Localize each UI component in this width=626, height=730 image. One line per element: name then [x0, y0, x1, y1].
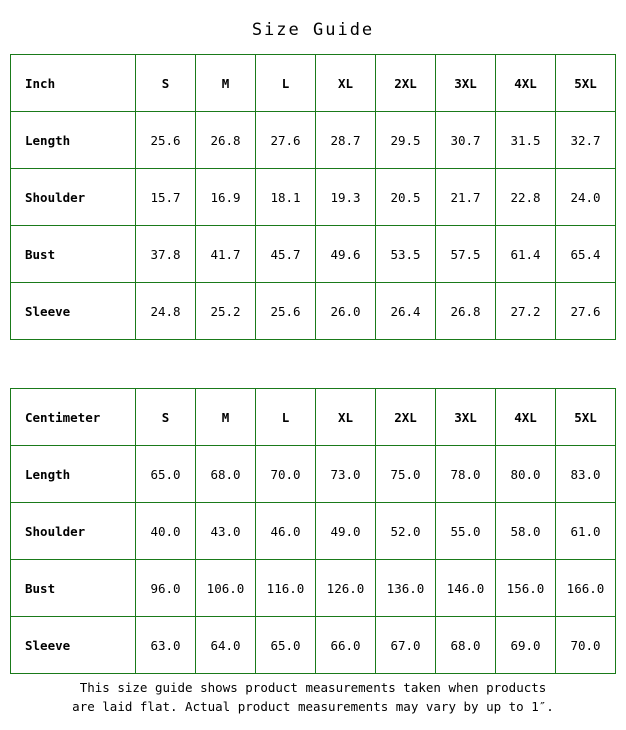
cell: 166.0 — [556, 560, 616, 617]
page-title: Size Guide — [251, 20, 375, 40]
cell: 67.0 — [376, 617, 436, 674]
table-spacer — [0, 340, 626, 388]
cell: 18.1 — [256, 169, 316, 226]
row-label-shoulder: Shoulder — [11, 169, 136, 226]
cell: 45.7 — [256, 226, 316, 283]
cell: 70.0 — [256, 446, 316, 503]
table-row — [11, 283, 616, 340]
cell: 25.2 — [196, 283, 256, 340]
table-row — [11, 169, 616, 226]
cell: 28.7 — [316, 112, 376, 169]
cell: 80.0 — [496, 446, 556, 503]
cell: 52.0 — [376, 503, 436, 560]
cell: 61.4 — [496, 226, 556, 283]
cell: 46.0 — [256, 503, 316, 560]
cell: 20.5 — [376, 169, 436, 226]
cell: 136.0 — [376, 560, 436, 617]
cell: 26.4 — [376, 283, 436, 340]
cell: 75.0 — [376, 446, 436, 503]
cell: 126.0 — [316, 560, 376, 617]
cell: 22.8 — [496, 169, 556, 226]
column-header-3xl: 3XL — [436, 55, 496, 112]
table-row — [11, 560, 616, 617]
cell: 70.0 — [556, 617, 616, 674]
table-row — [11, 617, 616, 674]
cell: 25.6 — [256, 283, 316, 340]
column-header-2xl: 2XL — [376, 55, 436, 112]
footnote-line-1: This size guide shows product measurements taken when products — [79, 680, 547, 695]
cell: 41.7 — [196, 226, 256, 283]
cell: 146.0 — [436, 560, 496, 617]
cell: 26.8 — [436, 283, 496, 340]
cell: 24.0 — [556, 169, 616, 226]
cell: 26.8 — [196, 112, 256, 169]
cell: 57.5 — [436, 226, 496, 283]
cell: 29.5 — [376, 112, 436, 169]
cell: 65.0 — [256, 617, 316, 674]
cell: 26.0 — [316, 283, 376, 340]
cell: 55.0 — [436, 503, 496, 560]
cell: 43.0 — [196, 503, 256, 560]
table-row — [11, 503, 616, 560]
row-label-bust: Bust — [11, 226, 136, 283]
column-header-4xl: 4XL — [496, 389, 556, 446]
column-header-3xl: 3XL — [436, 389, 496, 446]
cell: 15.7 — [136, 169, 196, 226]
cell: 83.0 — [556, 446, 616, 503]
cell: 24.8 — [136, 283, 196, 340]
row-label-bust: Bust — [11, 560, 136, 617]
cell: 49.6 — [316, 226, 376, 283]
cell: 63.0 — [136, 617, 196, 674]
cell: 65.4 — [556, 226, 616, 283]
cell: 21.7 — [436, 169, 496, 226]
unit-label-centimeter: Centimeter — [11, 389, 136, 446]
table-header-row — [11, 389, 616, 446]
column-header-l: L — [256, 55, 316, 112]
column-header-5xl: 5XL — [556, 389, 616, 446]
column-header-2xl: 2XL — [376, 389, 436, 446]
inch-size-table — [10, 54, 616, 340]
column-header-5xl: 5XL — [556, 55, 616, 112]
cell: 96.0 — [136, 560, 196, 617]
cell: 27.6 — [256, 112, 316, 169]
column-header-xl: XL — [316, 55, 376, 112]
column-header-m: M — [196, 55, 256, 112]
cell: 30.7 — [436, 112, 496, 169]
unit-label-inch: Inch — [11, 55, 136, 112]
table-row — [11, 446, 616, 503]
cell: 27.6 — [556, 283, 616, 340]
cell: 65.0 — [136, 446, 196, 503]
row-label-length: Length — [11, 446, 136, 503]
cell: 68.0 — [196, 446, 256, 503]
cell: 27.2 — [496, 283, 556, 340]
cell: 32.7 — [556, 112, 616, 169]
inch-table-container — [0, 54, 626, 340]
table-row — [11, 112, 616, 169]
cell: 25.6 — [136, 112, 196, 169]
cell: 78.0 — [436, 446, 496, 503]
column-header-4xl: 4XL — [496, 55, 556, 112]
table-header-row — [11, 55, 616, 112]
column-header-xl: XL — [316, 389, 376, 446]
cell: 156.0 — [496, 560, 556, 617]
cell: 66.0 — [316, 617, 376, 674]
cell: 53.5 — [376, 226, 436, 283]
cell: 64.0 — [196, 617, 256, 674]
cell: 61.0 — [556, 503, 616, 560]
footnote-line-2: are laid flat. Actual product measurements may vary by up to 1″. — [72, 699, 554, 714]
cell: 116.0 — [256, 560, 316, 617]
centimeter-size-table — [10, 388, 616, 674]
cell: 106.0 — [196, 560, 256, 617]
cell: 16.9 — [196, 169, 256, 226]
cell: 37.8 — [136, 226, 196, 283]
column-header-s: S — [136, 389, 196, 446]
cell: 73.0 — [316, 446, 376, 503]
column-header-l: L — [256, 389, 316, 446]
table-row — [11, 226, 616, 283]
cell: 19.3 — [316, 169, 376, 226]
cell: 68.0 — [436, 617, 496, 674]
row-label-length: Length — [11, 112, 136, 169]
cell: 40.0 — [136, 503, 196, 560]
cell: 58.0 — [496, 503, 556, 560]
cell: 31.5 — [496, 112, 556, 169]
row-label-sleeve: Sleeve — [11, 283, 136, 340]
cell: 69.0 — [496, 617, 556, 674]
row-label-sleeve: Sleeve — [11, 617, 136, 674]
column-header-m: M — [196, 389, 256, 446]
cell: 49.0 — [316, 503, 376, 560]
row-label-shoulder: Shoulder — [11, 503, 136, 560]
column-header-s: S — [136, 55, 196, 112]
footnote — [0, 678, 626, 716]
centimeter-table-container — [0, 388, 626, 674]
